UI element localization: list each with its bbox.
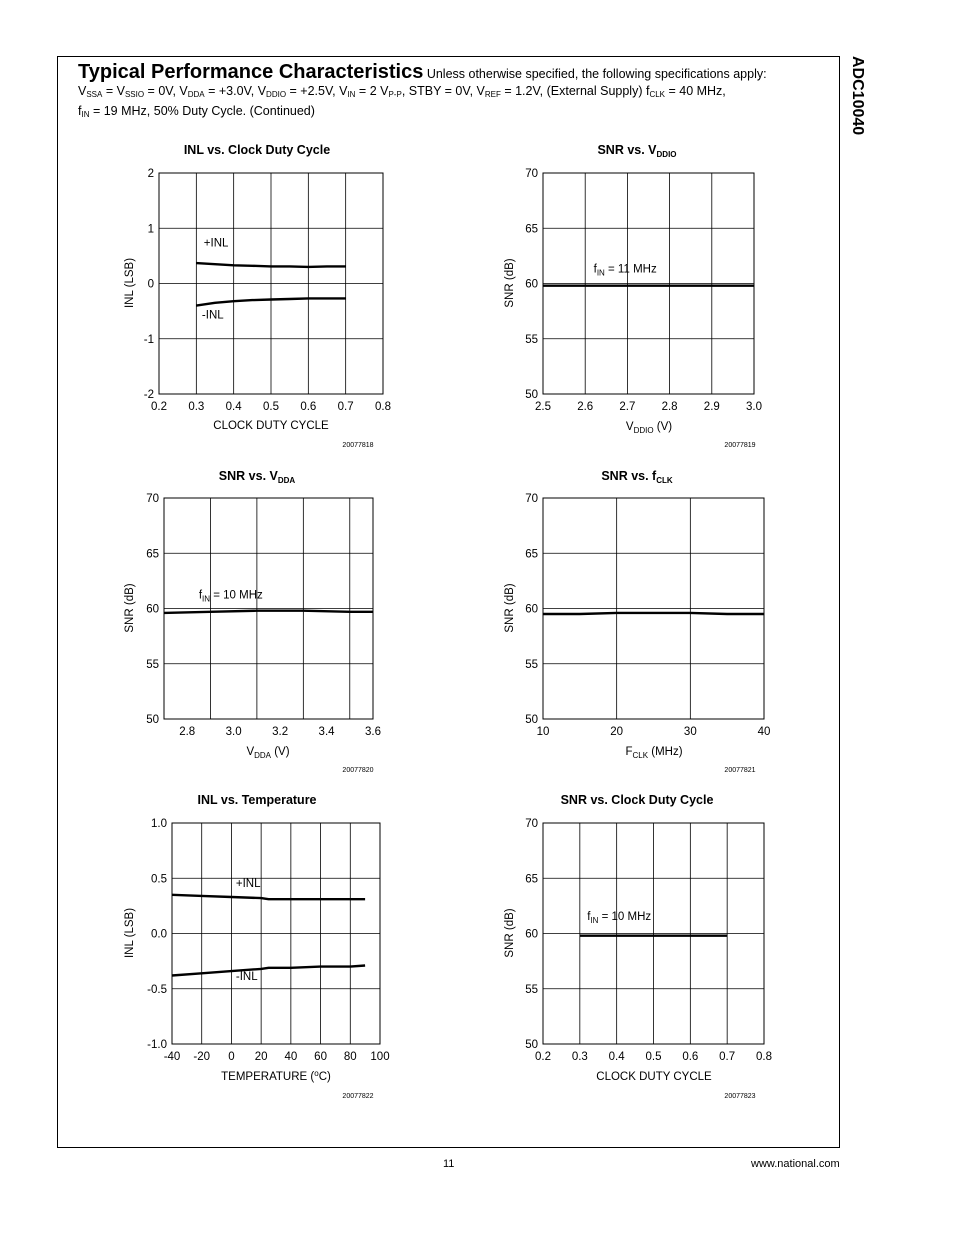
chart-2-ytick-label: 65	[525, 223, 538, 236]
chart-5-xlabel: TEMPERATURE ($^o$C)	[221, 1069, 331, 1083]
chart-1-figure-code: 20077818	[342, 442, 374, 449]
chart-3-ytick-label: 55	[146, 658, 159, 671]
chart-1-xtick-label: 0.6	[300, 401, 317, 413]
chart-4-xtick-label: 20	[610, 726, 624, 738]
chart-4-xlabel: $F_{CLK}$ (MHz)	[625, 746, 683, 760]
chart-3-title: SNR vs. $V_{DDA}$	[218, 469, 296, 485]
chart-3-xtick-label: 3.0	[225, 726, 242, 738]
chart-2-xlabel: $V_{DDIO}$ (V)	[625, 421, 673, 435]
chart-2-xtick-label: 2.6	[577, 401, 594, 413]
chart-3-ylabel: SNR (dB)	[124, 583, 136, 633]
chart-3-figure-code: 20077820	[342, 767, 374, 774]
chart-6-xtick-label: 0.4	[608, 1051, 625, 1063]
chart-1-title: INL vs. Clock Duty Cycle	[183, 143, 331, 157]
chart-2-xtick-label: 2.7	[619, 401, 636, 413]
chart-4-xtick-label: 30	[683, 726, 697, 738]
chart-4-ytick-label: 55	[525, 658, 538, 671]
chart-6-title: SNR vs. Clock Duty Cycle	[560, 793, 714, 807]
chart-5-xtick-label: 100	[370, 1051, 390, 1063]
chart-1-ytick-label: 2	[147, 168, 154, 180]
chart-4-ytick-label: 60	[525, 603, 538, 616]
chart-1-ytick-label: -1	[143, 333, 154, 346]
chart-4-series-1-line	[543, 613, 764, 614]
chart-4-xtick-label: 40	[757, 726, 771, 738]
chart-2-xtick-label: 2.5	[535, 401, 551, 413]
chart-5-series-2-line	[172, 966, 365, 976]
heading-conditions-line-2: $V_{SSA} = V_{SSIO} = 0V$, $V_{DDA} = +3.0V$, $V_{DDIO} = +2.5V$, $V_{IN} = 2$ $V_{P-P}$, STBY = 0V, $V_{REF} = 1.2V$, (External Supply) $f_{CLK} = 40$ MHz,	[78, 84, 726, 99]
chart-5-ylabel: INL (LSB)	[124, 907, 136, 959]
chart-5-title: INL vs. Temperature	[197, 793, 317, 807]
chart-2-figure-code: 20077819	[724, 442, 756, 449]
chart-4-ytick-label: 70	[525, 493, 538, 505]
chart-3-series-1-line	[164, 611, 373, 613]
chart-6-ytick-label: 65	[525, 873, 538, 886]
chart-4-xtick-label: 10	[536, 726, 550, 738]
chart-4-ytick-label: 65	[525, 548, 538, 561]
chart-3-ytick-label: 65	[146, 548, 159, 561]
chart-3-ytick-label: 50	[146, 714, 159, 726]
chart-2-ytick-label: 60	[525, 278, 538, 291]
chart-4-title: SNR vs. $f_{CLK}$	[601, 469, 673, 485]
chart-2-xtick-label: 3.0	[746, 401, 762, 413]
chart-4-ytick-label: 50	[525, 714, 538, 726]
chart-3-ytick-label: 70	[146, 493, 159, 505]
chart-5-xtick-label: 80	[343, 1051, 357, 1063]
chart-6-xtick-label: 0.3	[571, 1051, 588, 1063]
chart-5-series-1-line	[172, 895, 365, 899]
chart-1-annotation-1: +INL	[203, 237, 229, 250]
chart-6-xtick-label: 0.8	[756, 1051, 772, 1063]
chart-6-annotation-1: $f_{IN} = 10$ MHz	[587, 911, 652, 926]
chart-1-xlabel: CLOCK DUTY CYCLE	[213, 420, 329, 432]
chart-3-ytick-label: 60	[146, 603, 159, 616]
chart-5-xtick-label: 60	[314, 1051, 327, 1063]
chart-2-title: SNR vs. $V_{DDIO}$	[597, 143, 677, 159]
chart-3-xtick-label: 3.6	[365, 726, 381, 738]
chart-5-figure-code: 20077822	[342, 1093, 374, 1100]
chart-3-xtick-label: 2.8	[179, 726, 196, 738]
chart-5-ytick-label: -0.5	[147, 983, 167, 996]
chart-1-xtick-label: 0.4	[225, 401, 242, 413]
chart-1-xtick-label: 0.8	[375, 401, 391, 413]
chart-1-annotation-2: -INL	[201, 309, 224, 322]
chart-2-ytick-label: 70	[525, 168, 538, 180]
chart-1-ytick-label: 0	[147, 278, 154, 291]
chart-6-ylabel: SNR (dB)	[504, 908, 516, 958]
heading-intro: Unless otherwise specified, the following specifications apply:	[426, 67, 767, 81]
chart-5-annotation-2: -INL	[235, 970, 258, 983]
section-title: Typical Performance Characteristics	[78, 61, 424, 83]
chart-5-xtick-label: -20	[193, 1051, 211, 1063]
chart-5-ytick-label: 0.5	[151, 873, 167, 886]
chart-6-figure-code: 20077823	[724, 1093, 756, 1100]
page-number: 11	[443, 1158, 455, 1170]
chart-5-ytick-label: -1.0	[147, 1039, 167, 1051]
chart-3-annotation-1: $f_{IN} = 10$ MHz	[198, 589, 263, 604]
chart-3-xtick-label: 3.2	[272, 726, 289, 738]
chart-4-ylabel: SNR (dB)	[504, 583, 516, 633]
chart-5-ytick-label: 1.0	[151, 818, 167, 830]
chart-6-xtick-label: 0.7	[719, 1051, 736, 1063]
chart-1-xtick-label: 0.3	[188, 401, 205, 413]
chart-6-ytick-label: 55	[525, 983, 538, 996]
heading-conditions-line-3: $f_{IN} = 19$ MHz, 50% Duty Cycle. (Continued)	[78, 104, 315, 119]
chart-5-xtick-label: 0	[228, 1051, 235, 1063]
chart-6-xtick-label: 0.5	[645, 1051, 662, 1063]
chart-3-xlabel: $V_{DDA}$ (V)	[246, 746, 290, 760]
chart-1-xtick-label: 0.2	[151, 401, 167, 413]
chart-5-xtick-label: -40	[163, 1051, 181, 1063]
chart-6-xtick-label: 0.6	[682, 1051, 699, 1063]
part-number: ADC10040	[849, 56, 866, 136]
chart-2-xtick-label: 2.9	[703, 401, 720, 413]
chart-2-ytick-label: 50	[525, 389, 538, 401]
chart-5-ytick-label: 0.0	[151, 928, 167, 941]
chart-1-ylabel: INL (LSB)	[124, 257, 136, 309]
chart-6-xlabel: CLOCK DUTY CYCLE	[596, 1071, 712, 1083]
chart-6-ytick-label: 60	[525, 928, 538, 941]
chart-1-xtick-label: 0.5	[263, 401, 279, 413]
chart-2-ylabel: SNR (dB)	[504, 258, 516, 308]
chart-5-xtick-label: 20	[254, 1051, 268, 1063]
chart-3-xtick-label: 3.4	[318, 726, 335, 738]
chart-6-ytick-label: 70	[525, 818, 538, 830]
chart-6-ytick-label: 50	[525, 1039, 538, 1051]
chart-2-xtick-label: 2.8	[661, 401, 678, 413]
chart-5-xtick-label: 40	[284, 1051, 298, 1063]
chart-2-ytick-label: 55	[525, 333, 538, 346]
chart-1-ytick-label: -2	[143, 389, 154, 401]
chart-4-figure-code: 20077821	[724, 767, 756, 774]
chart-1-ytick-label: 1	[147, 223, 154, 236]
chart-2-annotation-1: $f_{IN} = 11$ MHz	[593, 263, 657, 278]
chart-6-xtick-label: 0.2	[535, 1051, 551, 1063]
chart-5-annotation-1: +INL	[235, 878, 261, 891]
website-link[interactable]: www.national.com	[751, 1158, 840, 1170]
chart-1-xtick-label: 0.7	[337, 401, 354, 413]
